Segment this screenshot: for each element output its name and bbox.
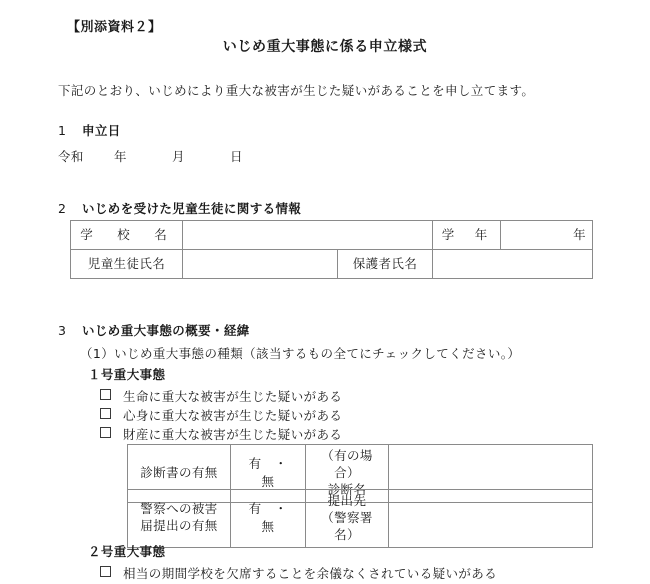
student-info-table <box>70 220 593 279</box>
era-label: 令和 <box>58 149 84 164</box>
guardian-name-label: 保護者氏名 <box>338 250 433 279</box>
checkbox-row-life[interactable] <box>100 388 342 407</box>
police-report-label <box>128 490 231 548</box>
section-1-number: 1 <box>58 123 67 138</box>
checkbox-row-mind-body[interactable] <box>100 407 342 426</box>
police-report-choice[interactable]: 有 ・ 無 <box>231 490 306 548</box>
table-row <box>71 221 593 250</box>
police-report-detail-label-line1: 提出先 <box>327 493 367 508</box>
checkbox-row-absence[interactable] <box>100 565 497 584</box>
diagnosis-choice[interactable]: 有 ・ 無 <box>231 445 306 503</box>
school-name-label: 学 校 名 <box>71 221 183 250</box>
page-title: いじめ重大事態に係る申立様式 <box>222 39 428 55</box>
checkbox-label: 財産に重大な被害が生じた疑いがある <box>123 427 343 442</box>
grade-label: 学 年 <box>433 221 501 250</box>
police-report-detail-label <box>306 490 389 548</box>
diagnosis-label: 診断書の有無 <box>128 445 231 503</box>
month-unit-label: 月 <box>172 149 185 164</box>
checkbox-icon[interactable] <box>100 566 111 577</box>
section-2-number: 2 <box>58 201 67 216</box>
section-3-title: いじめ重大事態の概要・経緯 <box>82 323 250 338</box>
checkbox-row-property[interactable] <box>100 426 342 445</box>
section-3-number: 3 <box>58 323 67 338</box>
grade-value[interactable]: 年 <box>501 221 593 250</box>
table-row <box>128 490 593 548</box>
checkbox-label: 相当の期間学校を欠席することを余儀なくされている疑いがある <box>123 566 498 581</box>
school-name-value[interactable] <box>183 221 433 250</box>
checkbox-icon[interactable] <box>100 389 111 400</box>
section-2-title: いじめを受けた児童生徒に関する情報 <box>82 201 302 216</box>
diagnosis-detail-label-line1: （有の場合） <box>321 448 373 480</box>
section-1-title: 申立日 <box>82 123 121 138</box>
student-name-value[interactable] <box>183 250 338 279</box>
checkbox-icon[interactable] <box>100 427 111 438</box>
diagnosis-detail-label-line2: 診断名 <box>327 481 367 497</box>
date-line <box>58 148 243 167</box>
section-2-heading <box>58 200 301 219</box>
student-name-label: 児童生徒氏名 <box>71 250 183 279</box>
intro-paragraph: 下記のとおり、いじめにより重大な被害が生じた疑いがあることを申し立てます。 <box>58 83 535 98</box>
section-3-heading <box>58 322 250 341</box>
section-1-heading <box>58 122 121 141</box>
checkbox-label: 心身に重大な被害が生じた疑いがある <box>123 408 343 423</box>
checkbox-icon[interactable] <box>100 408 111 419</box>
police-report-label-line1: 警察への被害 <box>140 501 218 517</box>
year-unit-label: 年 <box>114 149 127 164</box>
guardian-name-value[interactable] <box>433 250 593 279</box>
table-row <box>71 250 593 279</box>
day-unit-label: 日 <box>230 149 243 164</box>
type-1-heading: １号重大事態 <box>88 367 166 382</box>
item-1-label: （1）いじめ重大事態の種類（該当するもの全てにチェックしてください。） <box>80 346 521 361</box>
checkbox-label: 生命に重大な被害が生じた疑いがある <box>123 389 343 404</box>
type-2-heading: ２号重大事態 <box>88 544 166 559</box>
police-report-detail-label-line2: （警察署名） <box>321 509 373 542</box>
police-report-label-line2: 届提出の有無 <box>140 518 218 534</box>
police-report-table <box>127 489 593 548</box>
police-report-detail-value[interactable] <box>389 490 593 548</box>
attachment-tag: 【別添資料２】 <box>67 20 162 35</box>
